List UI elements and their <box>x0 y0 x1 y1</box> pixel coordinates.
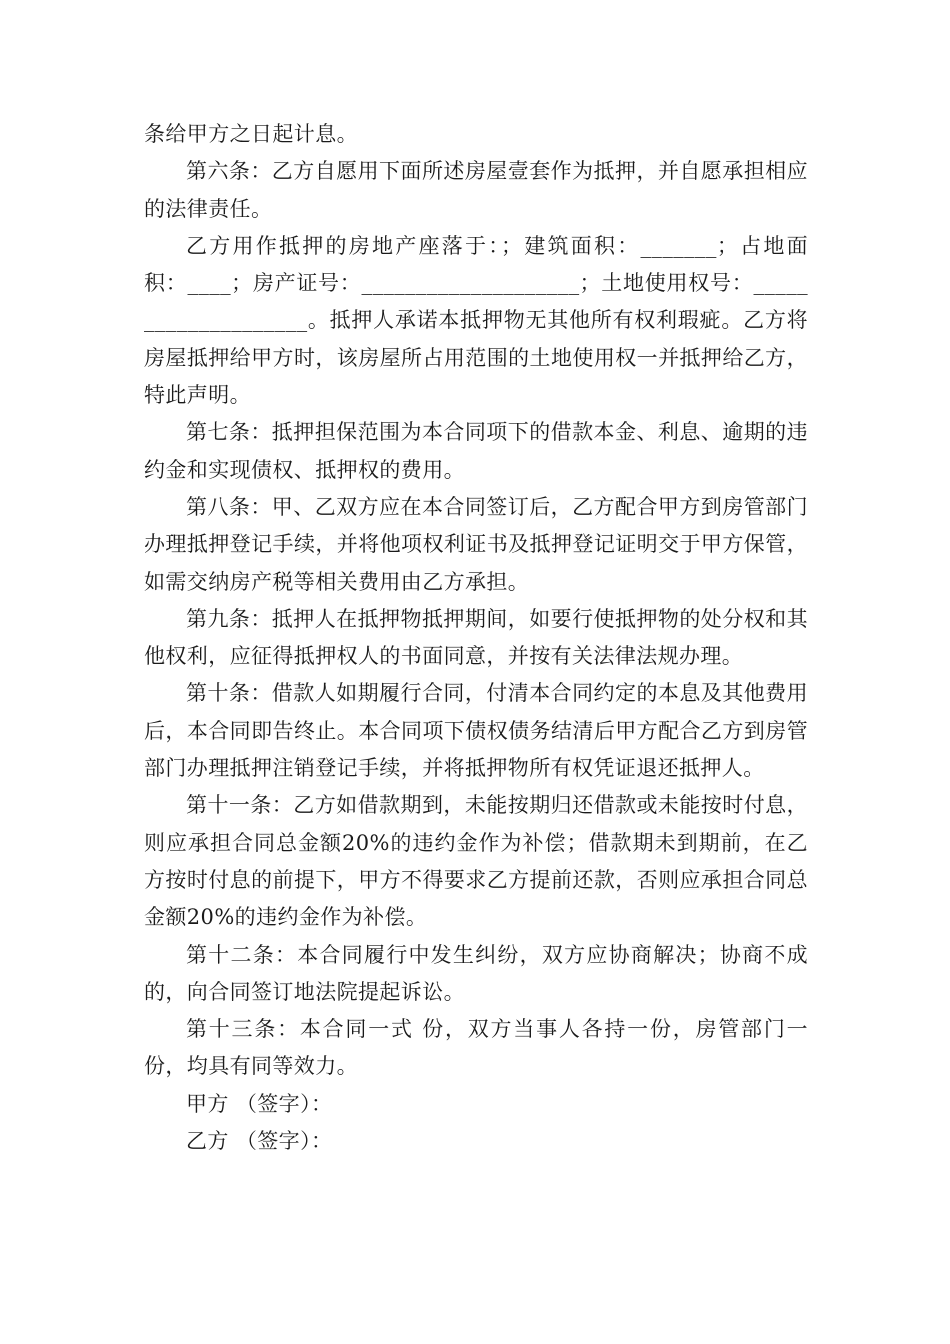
party-a-signature: 甲方 （签字）： <box>186 1091 333 1116</box>
clause-9: 第九条：抵押人在抵押物抵押期间，如要行使抵押物的处分权和其他权利，应征得抵押权人的书面同意，并按有关法律法规办理。 <box>144 606 808 669</box>
clause-7: 第七条：抵押担保范围为本合同项下的借款本金、利息、逾期的违约金和实现债权、抵押权的费用。 <box>144 420 808 482</box>
clause-8: 第八条：甲、乙双方应在本合同签订后，乙方配合甲方到房管部门办理抵押登记手续，并将他项权利证书及抵押登记证明交于甲方保管，如需交纳房产税等相关费用由乙方承担。 <box>144 494 808 594</box>
document-page <box>144 116 808 1160</box>
property-details-paragraph: 乙方用作抵押的房地产座落于：；建筑面积：_______；占地面积：____；房产证号：____________________；土地使用权号：____________________。抵押人承诺本抵押物无其他所有权利瑕疵。乙方将房屋抵押给甲方时，该房屋所占用范围的土地使用权一并抵押给乙方，特此声明。 <box>144 233 808 408</box>
party-b-signature: 乙方 （签字）： <box>186 1129 333 1154</box>
clause-12: 第十二条：本合同履行中发生纠纷，双方应协商解决；协商不成的，向合同签订地法院提起诉讼。 <box>144 942 808 1004</box>
paragraph-continuation: 条给甲方之日起计息。 <box>144 122 358 146</box>
clause-10: 第十条：借款人如期履行合同，付清本合同约定的本息及其他费用后，本合同即告终止。本合同项下债权债务结清后甲方配合乙方到房管部门办理抵押注销登记手续，并将抵押物所有权凭证退还抵押人。 <box>144 681 808 781</box>
clause-11: 第十一条：乙方如借款期到，未能按期归还借款或未能按时付息，则应承担合同总金额20%的违约金作为补偿；借款期未到期前，在乙方按时付息的前提下，甲方不得要求乙方提前还款，否则应承担合同总金额20%的违约金作为补偿。 <box>144 793 808 930</box>
clause-6: 第六条：乙方自愿用下面所述房屋壹套作为抵押，并自愿承担相应的法律责任。 <box>144 159 808 221</box>
clause-13: 第十三条：本合同一式 份，双方当事人各持一份，房管部门一份，均具有同等效力。 <box>144 1017 808 1079</box>
